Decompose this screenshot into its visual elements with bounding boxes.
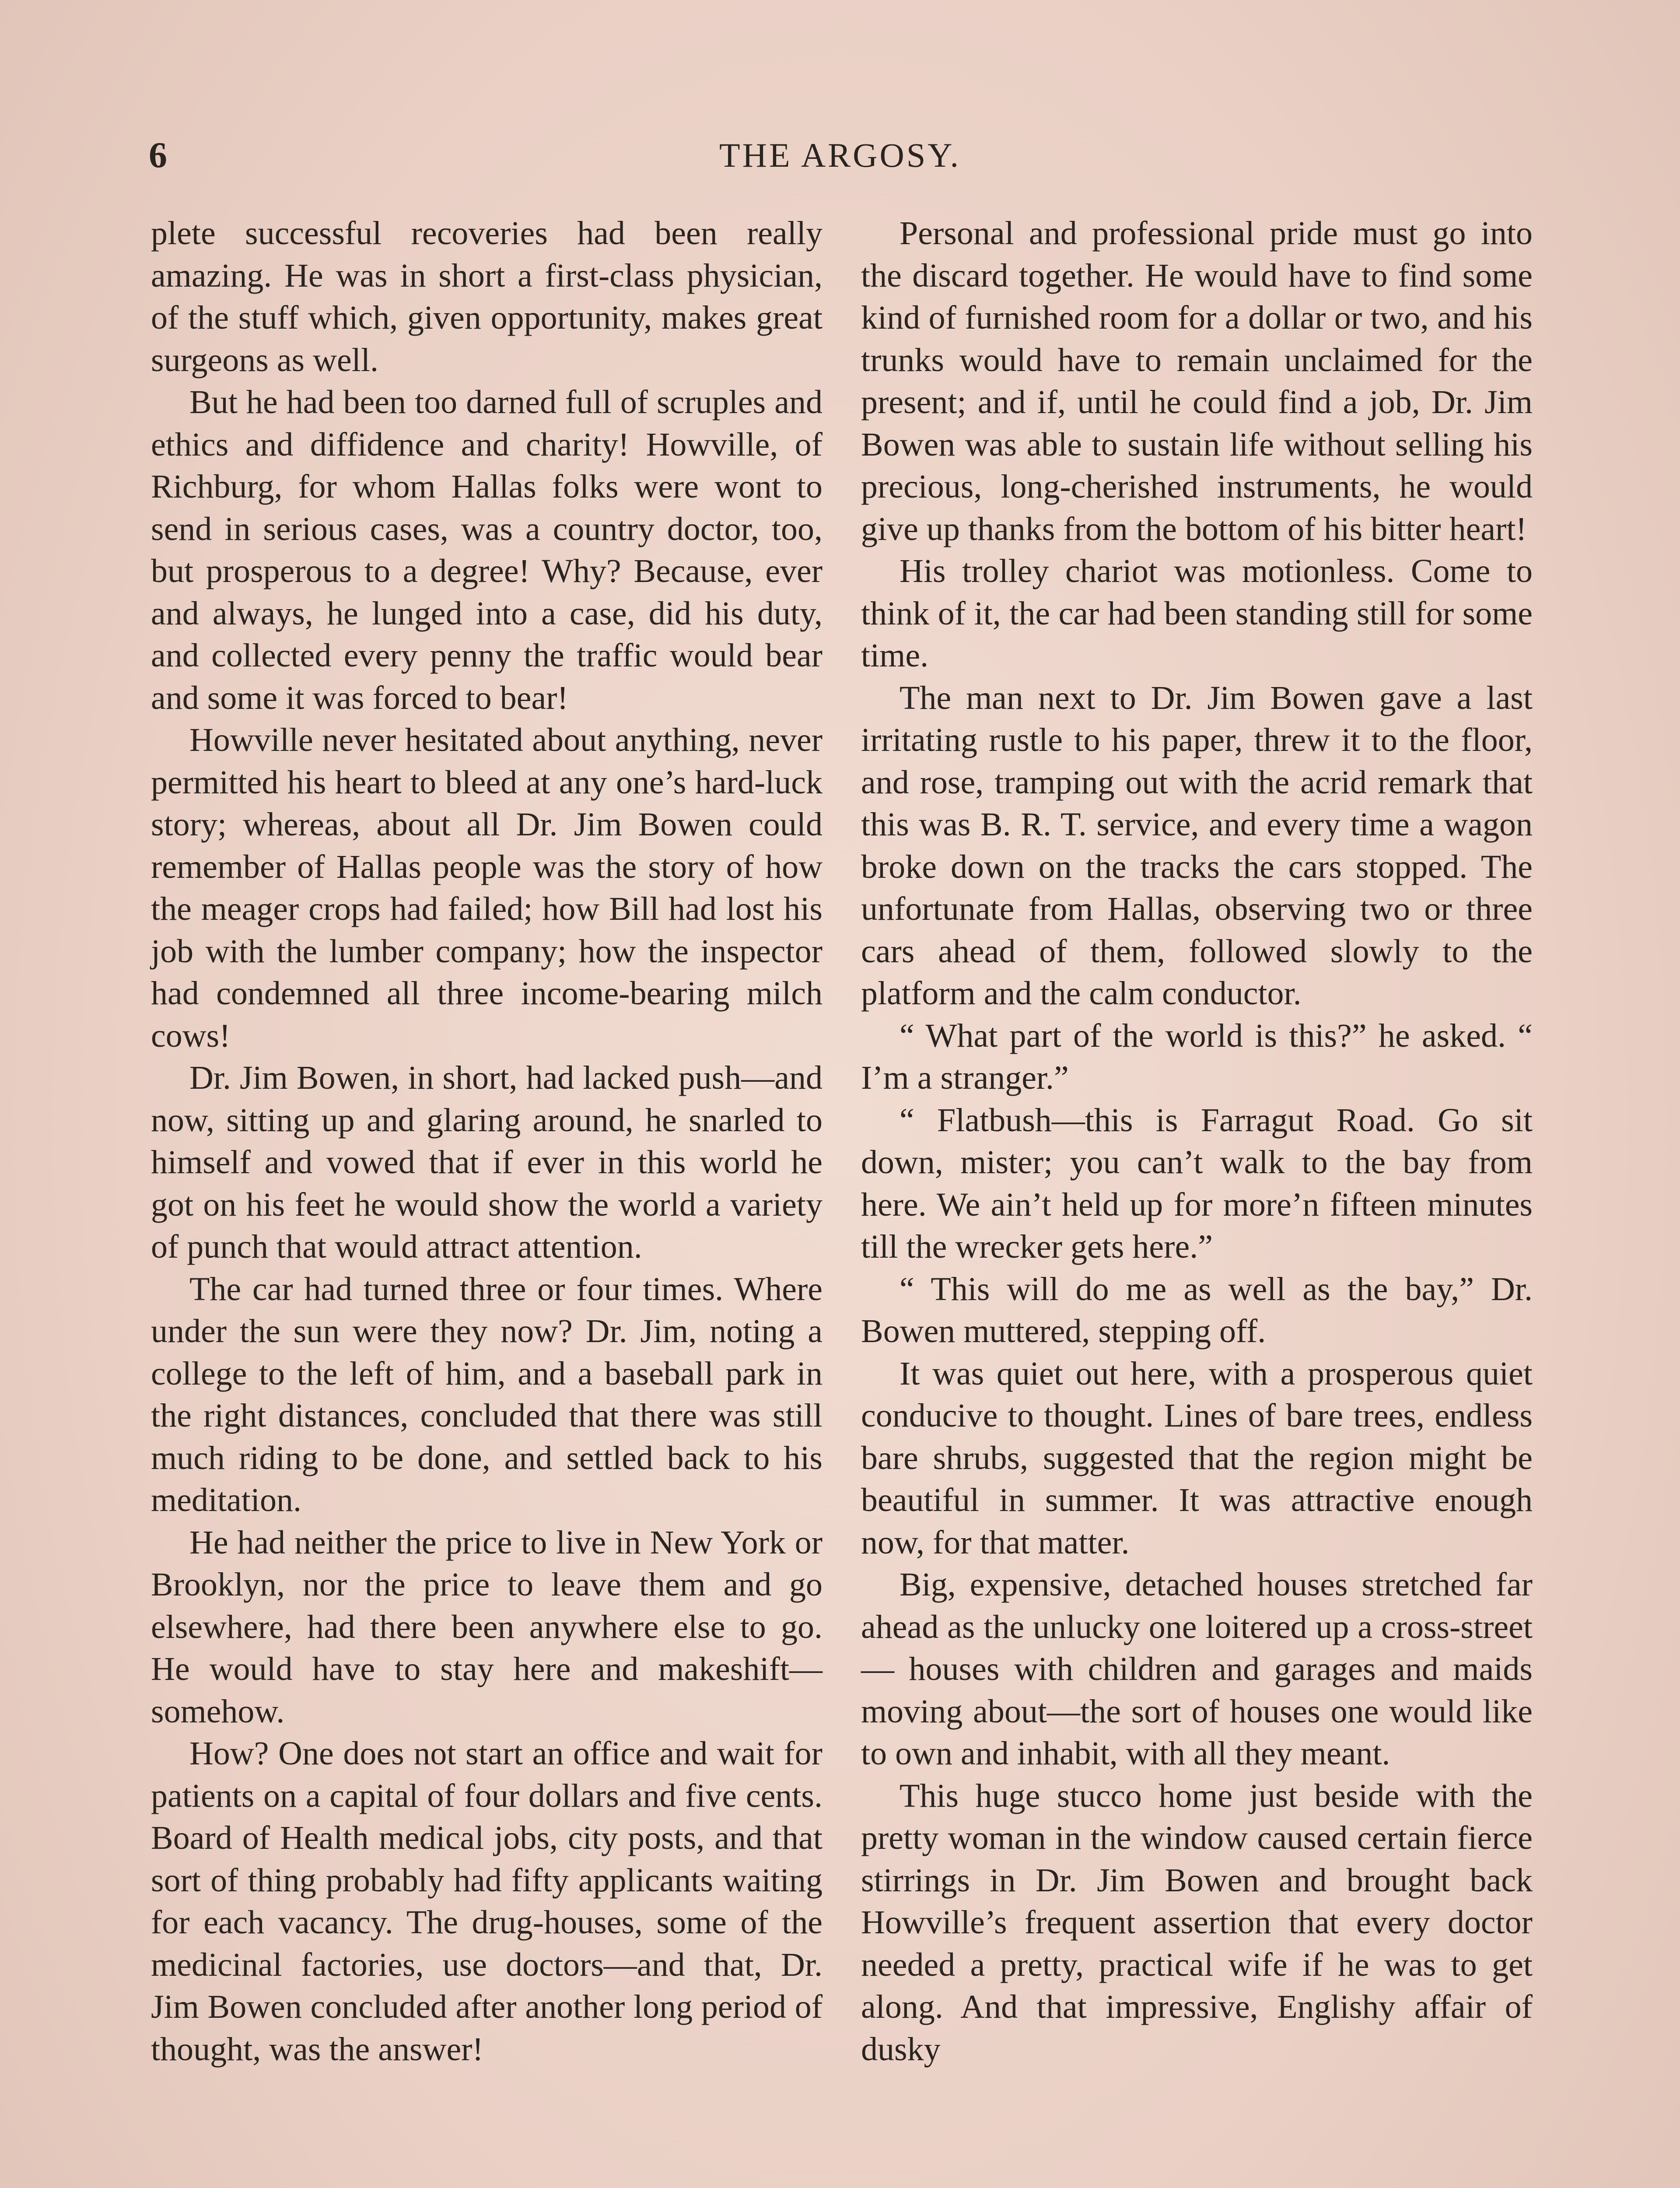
paragraph: His trolley chariot was motionless. Come to think of it, the car had been standing still for some time. (861, 553, 1533, 674)
paragraph: This huge stucco home just beside with the pretty woman in the window caused certain fierce stirrings in Dr. Jim Bowen and brought back Howville’s frequent assertion that every doctor needed a pretty, practical wife if he was to get along. And that impressive, Englishy affair of dusky (861, 1777, 1533, 2068)
paragraph: Personal and professional pride must go into the discard together. He would have to find some kind of furnished room for a dollar or two, and his trunks would have to remain unclaimed for the present; and if, until he could find a job, Dr. Jim Bowen was able to sustain life without selling his precious, long-cherished instruments, he would give up thanks from the bottom of his bitter heart! (861, 215, 1533, 547)
paragraph: “ Flatbush—this is Farragut Road. Go sit down, mister; you can’t walk to the bay from here. We ain’t held up for more’n fifteen minutes till the wrecker gets here.” (861, 1101, 1533, 1265)
paragraph: “ This will do me as well as the bay,” Dr. Bowen muttered, stepping off. (861, 1270, 1533, 1350)
paragraph: It was quiet out here, with a prosperous quiet conducive to thought. Lines of bare trees, endless bare shrubs, suggested that the region might be beautiful in summer. It was attractive enough now, for that matter. (861, 1355, 1533, 1561)
paragraph: He had neither the price to live in New York or Brooklyn, nor the price to leave them and go elsewhere, had there been anywhere else to go. He would have to stay here and makeshift—somehow. (151, 1524, 822, 1730)
paragraph: But he had been too darned full of scruples and ethics and diffidence and charity! Howville, of Richburg, for whom Hallas folks were wont to send in serious cases, was a country doctor, too, but prosperous to a degree! Why? Because, ever and always, he lunged into a case, did his duty, and collected every penny the traffic would bear and some it was forced to bear! (151, 384, 822, 716)
paragraph: Dr. Jim Bowen, in short, had lacked push—and now, sitting up and glaring around, he snarled to himself and vowed that if ever in this world he got on his feet he would show the world a variety of punch that would attract attention. (151, 1059, 822, 1265)
paragraph: Howville never hesitated about anything, never permitted his heart to bleed at any one’s hard-luck story; whereas, about all Dr. Jim Bowen could remember of Hallas people was the story of how the meager crops had failed; how Bill had lost his job with the lumber company; how the inspector had condemned all three income-bearing milch cows! (151, 722, 822, 1054)
paragraph: “ What part of the world is this?” he asked. “ I’m a stranger.” (861, 1017, 1533, 1096)
page-header (149, 131, 1531, 179)
paragraph: The man next to Dr. Jim Bowen gave a last irritating rustle to his paper, threw it to the floor, and rose, tramping out with the acrid remark that this was B. R. T. service, and every time a wagon broke down on the tracks the cars stopped. The unfortunate from Hallas, observing two or three cars ahead of them, followed slowly to the platform and the calm conductor. (861, 679, 1533, 1012)
paragraph: The car had turned three or four times. Where under the sun were they now? Dr. Jim, noting a college to the left of him, and a baseball park in the right distances, concluded that there was still much riding to be done, and settled back to his meditation. (151, 1270, 822, 1518)
running-title: THE ARGOSY. (719, 136, 961, 174)
paragraph: How? One does not start an office and wait for patients on a capital of four dollars and five cents. Board of Health medical jobs, city posts, and that sort of thing probably had fifty applicants waiting for each vacancy. The drug-houses, some of the medicinal factories, use doctors—and that, Dr. Jim Bowen concluded after another long period of thought, was the answer! (151, 1735, 822, 2068)
left-column (151, 212, 822, 2070)
paragraph: Big, expensive, detached houses stretched far ahead as the unlucky one loitered up a cross-street — houses with children and garages and maids moving about—the sort of houses one would like to own and inhabit, with all they meant. (861, 1566, 1533, 1772)
page-number: 6 (149, 135, 167, 175)
paragraph: plete successful recoveries had been really amazing. He was in short a first-class physician, of the stuff which, given opportunity, makes great surgeons as well. (151, 215, 822, 379)
right-column (861, 212, 1533, 2070)
